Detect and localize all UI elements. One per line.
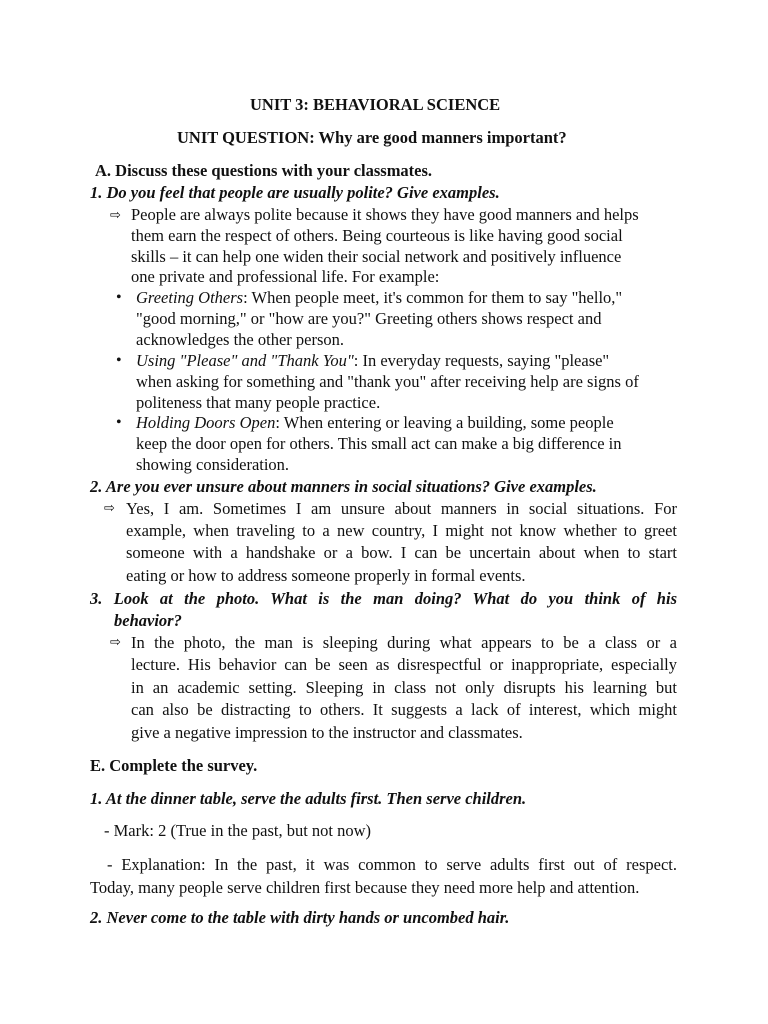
survey-item-1-mark: - Mark: 2 (True in the past, but not now) (104, 821, 372, 840)
bullet-icon: • (116, 352, 122, 369)
question-2: 2. Are you ever unsure about manners in social situations? Give examples. (90, 477, 597, 496)
survey-item-1-explanation: - Explanation: In the past, it was common to serve adults first out of respect. Today, many people serve children first because they need more help and attention. (90, 855, 677, 897)
unit-question: UNIT QUESTION: Why are good manners important? (177, 128, 567, 147)
document-title: UNIT 3: BEHAVIORAL SCIENCE (250, 95, 501, 114)
survey-item-1: 1. At the dinner table, serve the adults first. Then serve children. (90, 789, 527, 808)
arrow-right-icon: ⇨ (110, 635, 121, 650)
arrow-right-icon: ⇨ (104, 501, 115, 516)
question-3: 3. Look at the photo. What is the man doing? What do you think of his behavior? (90, 589, 677, 630)
section-a-heading: A. Discuss these questions with your classmates. (95, 161, 433, 180)
bullet-greeting: Greeting Others: When people meet, it's common for them to say "hello," "good morning," or "how are you?" Greeting others shows respect and acknowledges the other person. (136, 288, 623, 349)
answer-3: In the photo, the man is sleeping during what appears to be a class or a lecture. His behavior can be seen as disrespectful or inappropriate, especially in an academic setting. Sleeping in class not only disrupts his learning but can also be distracting to others. It suggests a lack of interest, which might give a negative impression to the instructor and classmates. (131, 633, 677, 742)
arrow-right-icon: ⇨ (110, 208, 121, 223)
answer-2: Yes, I am. Sometimes I am unsure about manners in social situations. For example, when traveling to a new country, I might not know whether to greet someone with a handshake or a bow. I can be uncertain about when to start eating or how to address someone properly in formal events. (126, 499, 677, 585)
bullet-icon: • (116, 289, 122, 306)
section-e-heading: E. Complete the survey. (90, 756, 258, 775)
question-1: 1. Do you feel that people are usually polite? Give examples. (90, 183, 500, 202)
bullet-icon: • (116, 414, 122, 431)
bullet-please-thank-you: Using "Please" and "Thank You": In everyday requests, saying "please" when asking for something and "thank you" after receiving help are signs of politeness that many people practice. (136, 351, 639, 412)
bullet-holding-doors: Holding Doors Open: When entering or leaving a building, some people keep the door open for others. This small act can make a big difference in showing consideration. (136, 413, 622, 474)
survey-item-2: 2. Never come to the table with dirty hands or uncombed hair. (90, 908, 510, 927)
answer-1: People are always polite because it shows they have good manners and helps them earn the respect of others. Being courteous is like having good social skills – it can help one widen their social network and positively influence one private and professional life. For example: (131, 205, 639, 287)
